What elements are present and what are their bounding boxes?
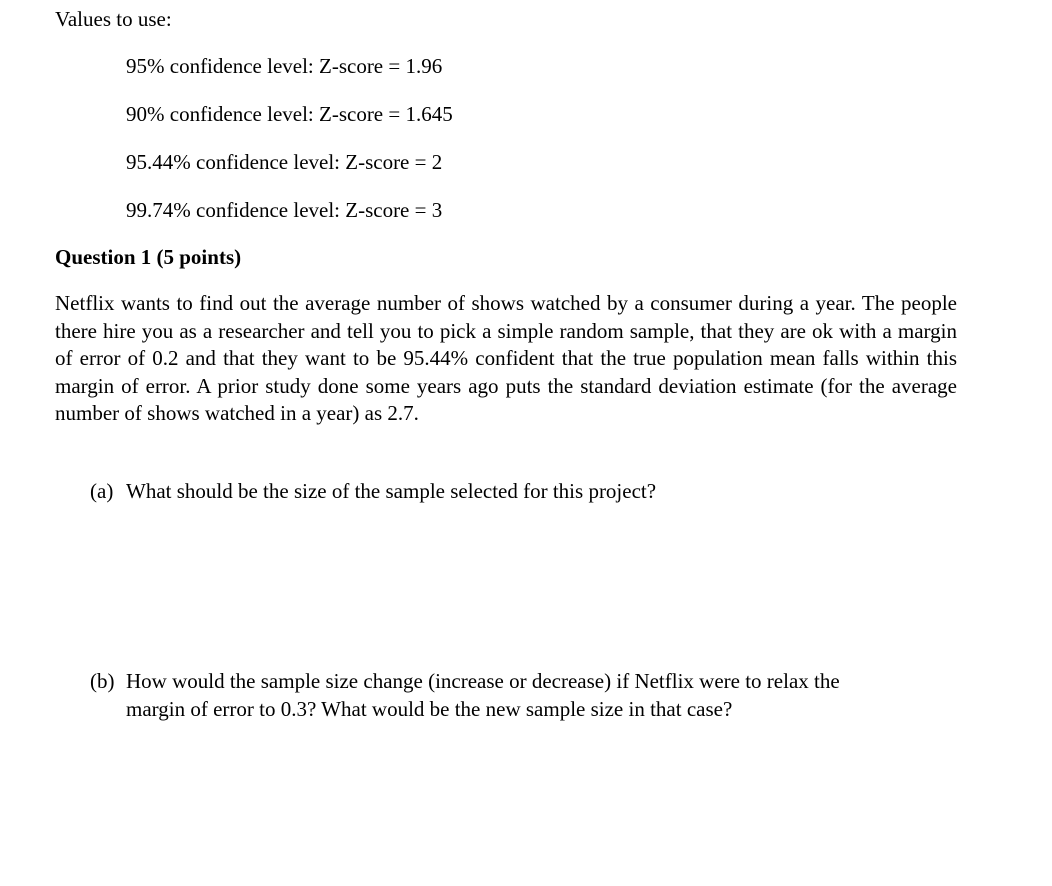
z-score-item: 95.44% confidence level: Z-score = 2 — [126, 150, 443, 174]
z-score-item: 99.74% confidence level: Z-score = 3 — [126, 198, 443, 222]
z-score-item: 90% confidence level: Z-score = 1.645 — [126, 102, 453, 126]
part-b-line1: How would the sample size change (increase or decrease) if Netflix were to relax the — [126, 669, 840, 693]
question-heading: Question 1 (5 points) — [55, 245, 242, 269]
part-b — [90, 667, 960, 723]
part-a — [90, 477, 960, 505]
problem-statement: Netflix wants to find out the average number of shows watched by a consumer during a year. The people there hire you as a researcher and tell you to pick a simple random sample, that they are ok with a margin of error of 0.2 and that they want to be 95.44% confident that the true population mean falls within this margin of error. A prior study done some years ago puts the standard deviation estimate (for the average number of shows watched in a year) as 2.7. — [55, 291, 957, 426]
part-a-text: What should be the size of the sample selected for this project? — [126, 479, 657, 503]
z-score-list — [126, 51, 453, 243]
values-intro: Values to use: — [55, 7, 172, 31]
part-b-label: (b) — [90, 669, 115, 693]
part-b-line2: margin of error to 0.3? What would be the new sample size in that case? — [126, 697, 733, 721]
z-score-item: 95% confidence level: Z-score = 1.96 — [126, 54, 443, 78]
part-a-label: (a) — [90, 479, 114, 503]
